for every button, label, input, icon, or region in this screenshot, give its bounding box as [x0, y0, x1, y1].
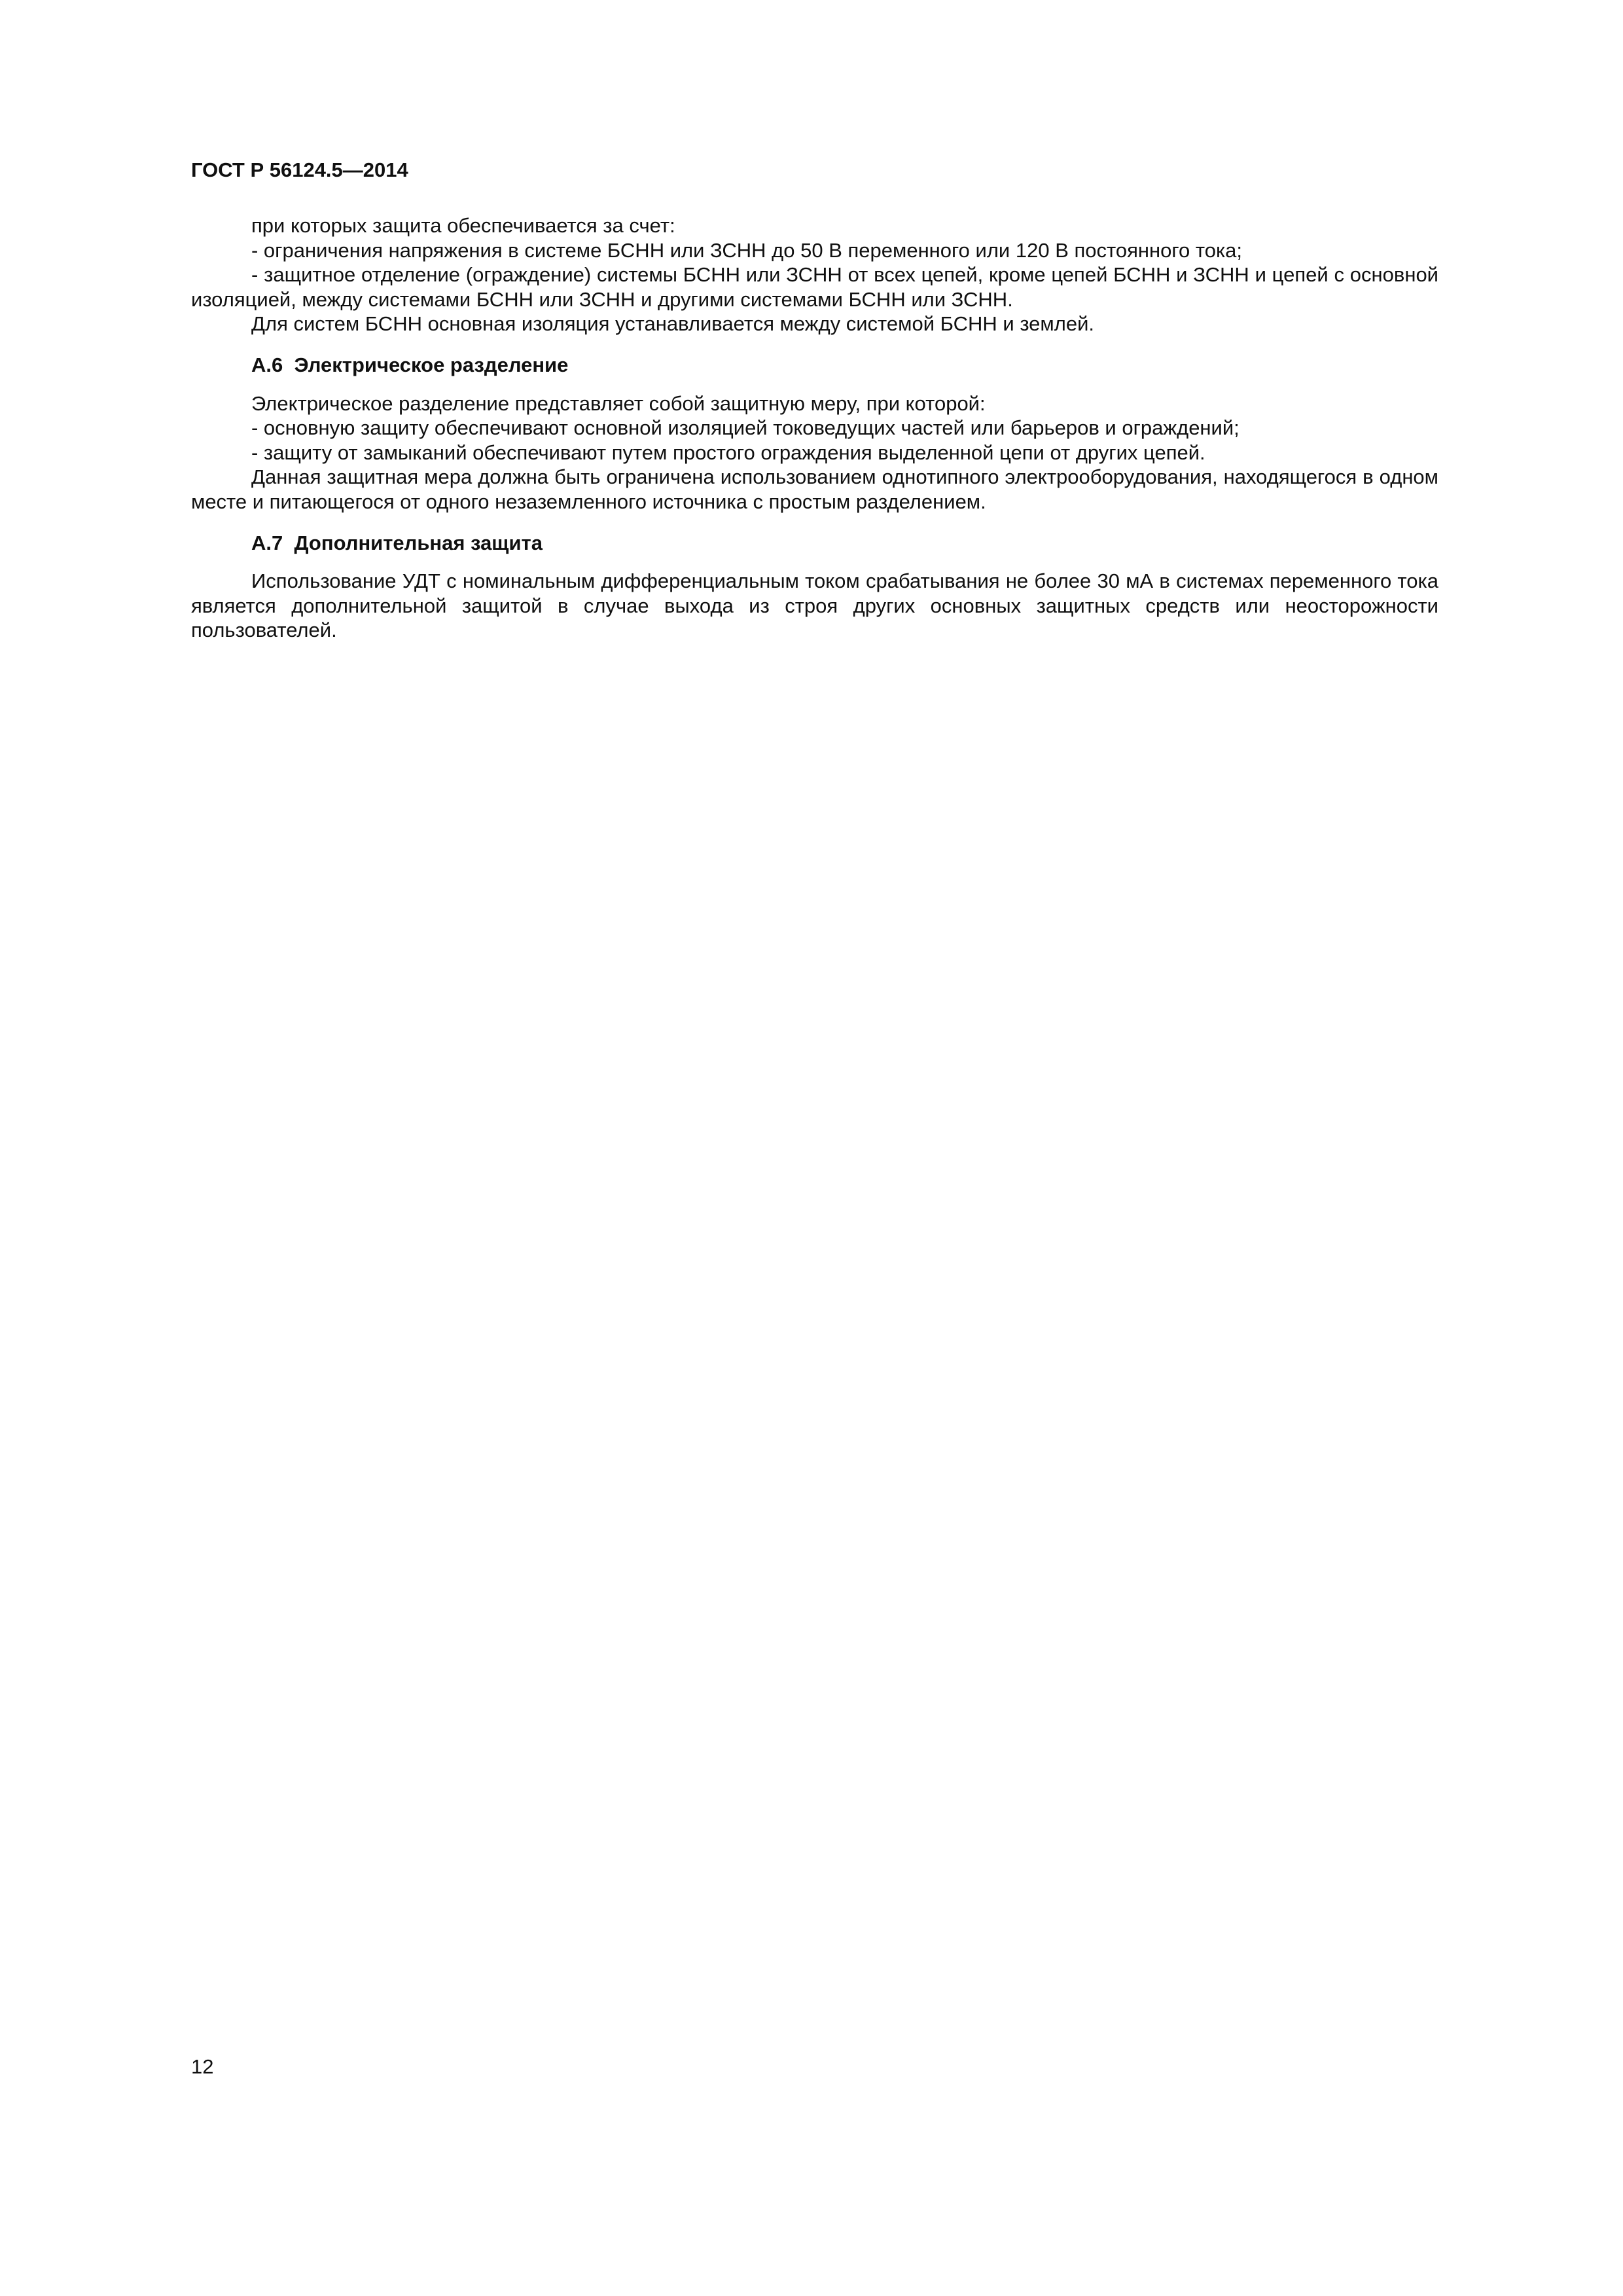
paragraph-separation-limitation: Данная защитная мера должна быть ограничена использованием однотипного электрооборудования, находящегося в одном месте и питающегося от одного незаземленного источника с простым разделением. — [191, 465, 1438, 513]
paragraph-electrical-separation-intro: Электрическое разделение представляет собой защитную меру, при которой: — [251, 391, 986, 415]
document-number: ГОСТ Р 56124.5—2014 — [191, 158, 408, 181]
paragraph-bsnn-insulation: Для систем БСНН основная изоляция устанавливается между системой БСНН и землей. — [251, 312, 1094, 336]
document-body — [191, 213, 1438, 643]
list-item-voltage-limit: - ограничения напряжения в системе БСНН или ЗСНН до 50 В переменного или 120 В постоянного тока; — [251, 238, 1243, 262]
page-number: 12 — [191, 2055, 214, 2078]
paragraph-additional-protection: Использование УДТ с номинальным дифференциальным током срабатывания не более 30 мА в системах переменного тока является дополнительной защитой в случае выхода из строя других основных защитных средств или неосторожности пользователей. — [191, 569, 1438, 642]
heading-a7: А.7 Дополнительная защита — [251, 531, 543, 554]
list-item-fault-protection: - защиту от замыканий обеспечивают путем простого ограждения выделенной цепи от других цепей. — [251, 440, 1205, 464]
list-item-basic-protection: - основную защиту обеспечивают основной изоляцией токоведущих частей или барьеров и ограждений; — [251, 416, 1240, 440]
heading-a6: А.6 Электрическое разделение — [251, 353, 569, 376]
list-item-protective-separation: - защитное отделение (ограждение) системы БСНН или ЗСНН от всех цепей, кроме цепей БСНН и ЗСНН и цепей с основной изоляцией, между системами БСНН или ЗСНН и другими системами БСНН или ЗСНН. — [191, 263, 1438, 311]
paragraph-intro: при которых защита обеспечивается за счет: — [251, 214, 675, 237]
